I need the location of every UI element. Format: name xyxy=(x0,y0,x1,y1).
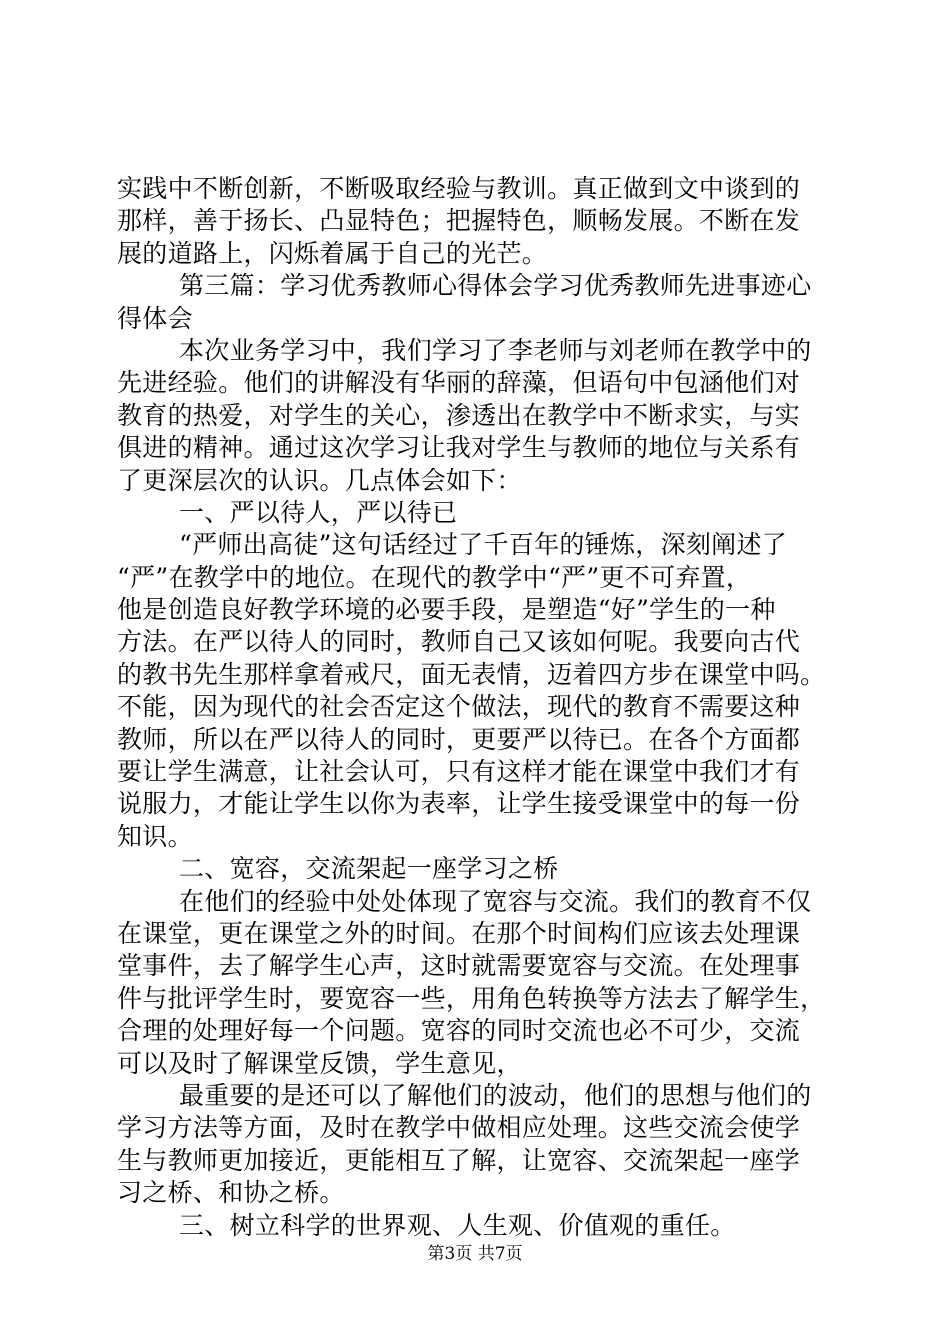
text-line: 教育的热爱，对学生的关心，渗透出在教学中不断求实，与实 xyxy=(117,400,801,430)
text-line: “严师出高徒”这句话经过了千百年的锤炼，深刻阐述了 xyxy=(179,530,788,560)
text-line: 一、严以待人，严以待已 xyxy=(179,497,458,527)
text-line: 生与教师更加接近，更能相互了解，让宽容、交流架起一座学 xyxy=(117,1145,801,1175)
text-line: 了更深层次的认识。几点体会如下： xyxy=(117,465,522,495)
text-line: 他是创造良好教学环境的必要手段，是塑造“好”学生的一种 xyxy=(117,595,776,625)
text-line: 不能，因为现代的社会否定这个做法，现代的教育不需要这种 xyxy=(117,692,801,722)
text-line: 得体会 xyxy=(117,303,193,333)
text-line: 先进经验。他们的讲解没有华丽的辞藻，但语句中包涵他们对 xyxy=(117,368,801,398)
text-line: 的教书先生那样拿着戒尺，面无表情，迈着四方步在课堂中吗。 xyxy=(117,659,826,689)
text-line: 二、宽容，交流架起一座学习之桥 xyxy=(179,854,559,884)
document-body xyxy=(117,173,841,1242)
text-line: 在他们的经验中处处体现了宽容与交流。我们的教育不仅 xyxy=(179,886,812,916)
text-line: 三、树立科学的世界观、人生观、价值观的重任。 xyxy=(179,1210,736,1240)
text-line: 件与批评学生时，要宽容一些，用角色转换等方法去了解学生， xyxy=(117,983,826,1013)
text-line: 可以及时了解课堂反馈，学生意见， xyxy=(117,1048,522,1078)
text-line: 第三篇：学习优秀教师心得体会学习优秀教师先进事迹心 xyxy=(179,271,812,301)
text-line: 方法。在严以待人的同时，教师自己又该如何呢。我要向古代 xyxy=(117,627,801,657)
text-line: “严”在教学中的地位。在现代的教学中“严”更不可弃置， xyxy=(117,562,752,592)
text-line: 合理的处理好每一个问题。宽容的同时交流也必不可少，交流 xyxy=(117,1016,801,1046)
text-line: 说服力，才能让学生以你为表率，让学生接受课堂中的每一份 xyxy=(117,789,801,819)
text-line: 本次业务学习中，我们学习了李老师与刘老师在教学中的 xyxy=(179,335,812,365)
text-line: 俱进的精神。通过这次学习让我对学生与教师的地位与关系有 xyxy=(117,433,801,463)
text-line: 展的道路上，闪烁着属于自己的光芒。 xyxy=(117,238,548,268)
text-line: 习之桥、和协之桥。 xyxy=(117,1178,345,1208)
text-line: 那样，善于扬长、凸显特色；把握特色，顺畅发展。不断在发 xyxy=(117,206,801,236)
text-line: 堂事件，去了解学生心声，这时就需要宽容与交流。在处理事 xyxy=(117,951,801,981)
text-line: 实践中不断创新，不断吸取经验与教训。真正做到文中谈到的 xyxy=(117,174,801,203)
text-line: 在课堂，更在课堂之外的时间。在那个时间构们应该去处理课 xyxy=(117,918,801,948)
page-footer: 第3页 共7页 xyxy=(427,1244,523,1264)
text-line: 要让学生满意，让社会认可，只有这样才能在课堂中我们才有 xyxy=(117,757,801,787)
text-line: 教师，所以在严以待人的同时，更要严以待已。在各个方面都 xyxy=(117,724,801,754)
text-line: 最重要的是还可以了解他们的波动，他们的思想与他们的 xyxy=(179,1080,812,1110)
text-line: 学习方法等方面，及时在教学中做相应处理。这些交流会使学 xyxy=(117,1113,801,1143)
text-line: 知识。 xyxy=(117,821,193,851)
